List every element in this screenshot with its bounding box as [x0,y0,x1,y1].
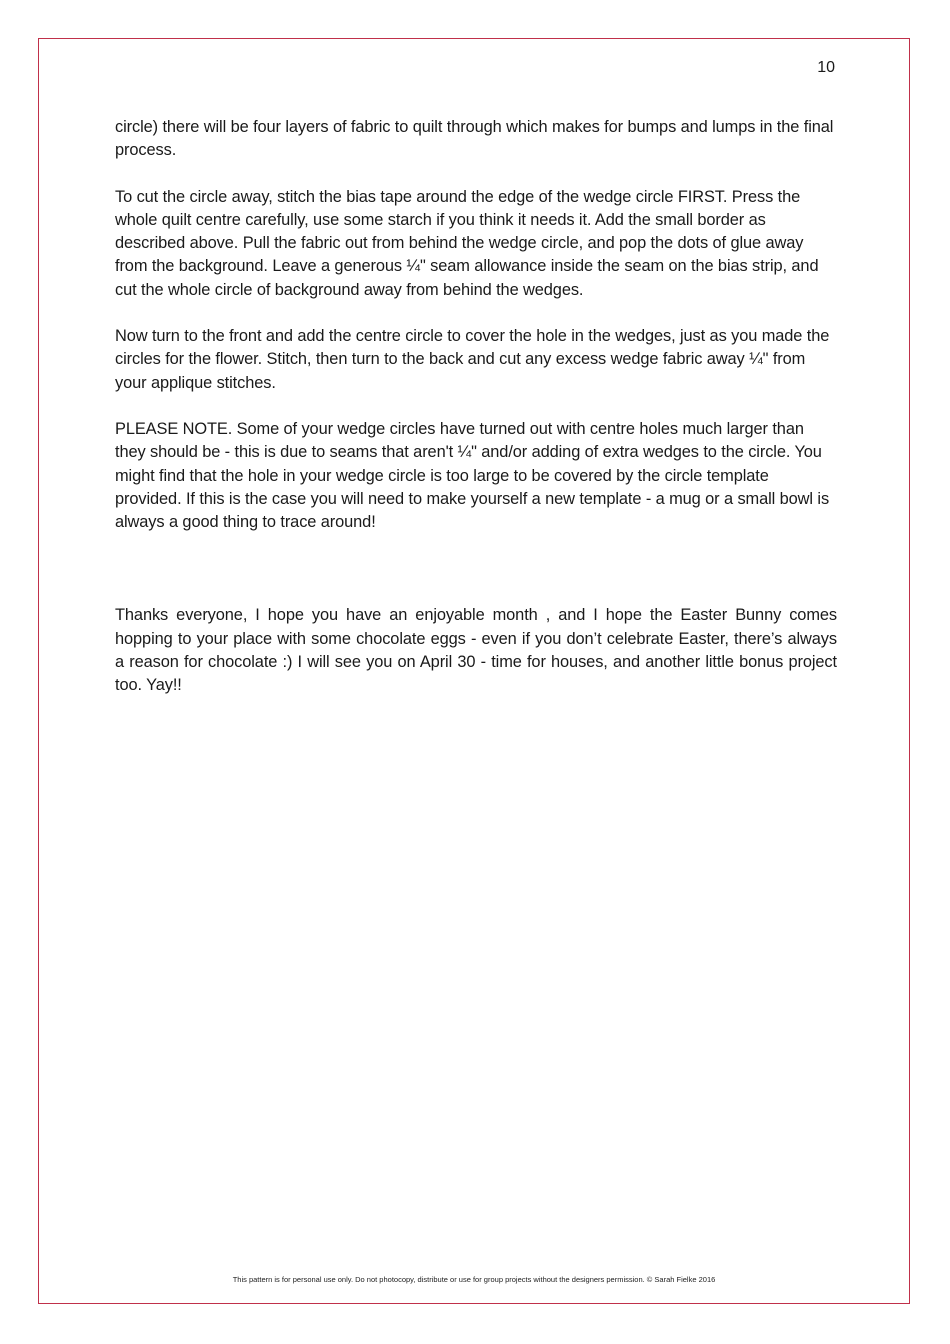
paragraph-please-note: PLEASE NOTE. Some of your wedge circles have turned out with centre holes much larger than they should be - this is due to seams that aren't ¼" and/or adding of extra wedges to the circle. You might find that the hole in your wedge circle is too large to be covered by the circle template provided. If this is the case you will need to make yourself a new template - a mug or a small bowl is always a good thing to trace around! [115,419,830,532]
paragraph-centre-circle: Now turn to the front and add the centre circle to cover the hole in the wedges, just as you made the circles for the flower. Stitch, then turn to the back and cut any excess wedge fabric away ¼" from your applique stitches. [115,327,830,392]
paragraph-cut-circle: To cut the circle away, stitch the bias tape around the edge of the wedge circle FIRST. Press the whole quilt centre carefully, use some starch if you think it needs it. Add the small border as described above. Pull the fabric out from behind the wedge circle, and pop the dots of glue away from the background. Leave a generous ¼" seam allowance inside the seam on the bias strip, and cut the whole circle of background away from behind the wedges. [115,187,819,299]
document-body [115,116,837,721]
paragraph-thanks: Thanks everyone, I hope you have an enjoyable month , and I hope the Easter Bunny comes hopping to your place with some chocolate eggs - even if you don’t celebrate Easter, there’s always a reason for chocolate :) I will see you on April 30 - time for houses, and another little bonus project too. Yay!! [115,606,837,695]
copyright-footer: This pattern is for personal use only. Do not photocopy, distribute or use for group projects without the designers permission. © Sarah Fielke 2016 [232,1275,716,1284]
paragraph-continuation: circle) there will be four layers of fabric to quilt through which makes for bumps and lumps in the final process. [115,118,834,160]
page-number: 10 [817,59,835,76]
